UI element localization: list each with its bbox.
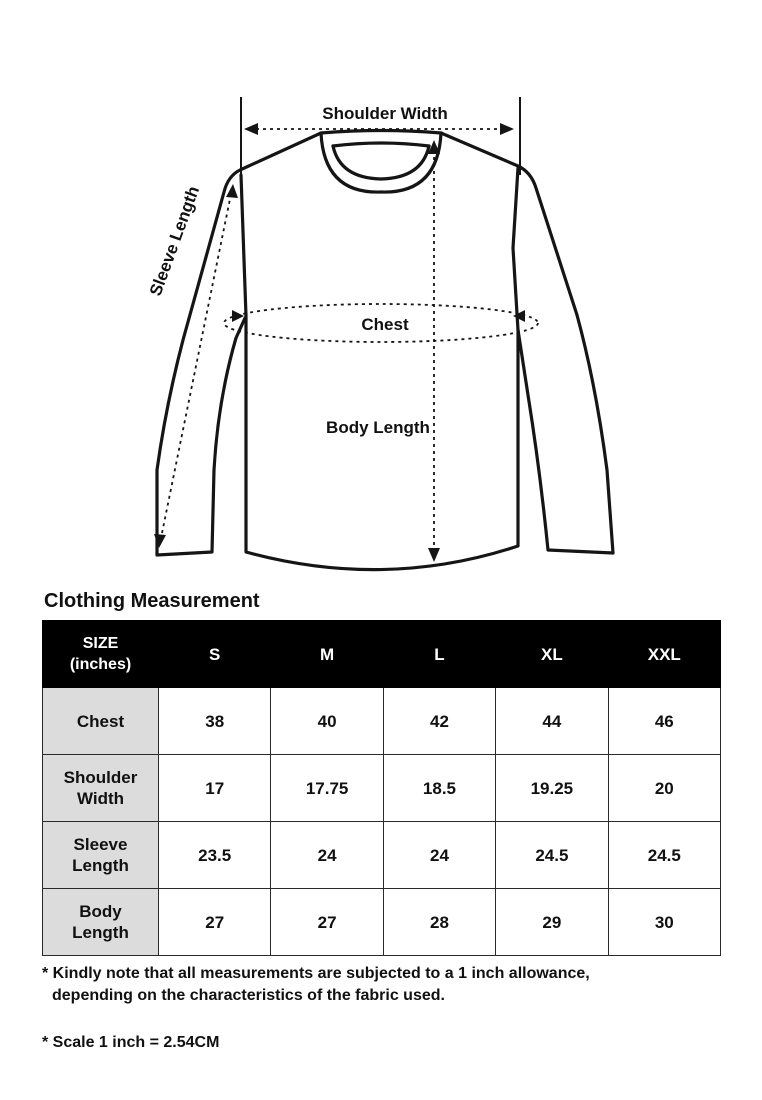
body-length-arrow — [428, 140, 440, 562]
size-column-header: S — [159, 621, 271, 688]
table-row — [43, 822, 721, 889]
row-label-body-length — [43, 889, 159, 956]
table-title: Clothing Measurement — [44, 590, 260, 612]
table-cell: 46 — [608, 688, 720, 755]
size-header-label: SIZE — [82, 635, 119, 652]
table-cell: 38 — [159, 688, 271, 755]
table-header-row — [43, 621, 721, 688]
allowance-note-line2: depending on the characteristics of the fabric used. — [52, 987, 445, 1004]
row-label-sleeve-length — [43, 822, 159, 889]
size-column-header: M — [271, 621, 383, 688]
table-cell: 27 — [159, 889, 271, 956]
row-label-text: Width — [76, 789, 125, 808]
table-cell: 29 — [496, 889, 608, 956]
shoulder-width-label: Shoulder Width — [322, 104, 448, 123]
row-label-chest — [43, 688, 159, 755]
row-label-text: Length — [72, 923, 129, 942]
size-chart-table — [42, 620, 721, 956]
table-cell: 18.5 — [383, 755, 495, 822]
table-cell: 42 — [383, 688, 495, 755]
size-column-header: XXL — [608, 621, 720, 688]
row-label-text: Length — [72, 856, 129, 875]
shirt-outline — [157, 131, 613, 570]
allowance-note-line1: * Kindly note that all measurements are subjected to a 1 inch allowance, — [42, 965, 590, 982]
table-cell: 30 — [608, 889, 720, 956]
table-cell: 20 — [608, 755, 720, 822]
sleeve-length-label: Sleeve Length — [145, 183, 204, 299]
allowance-note — [42, 963, 742, 1007]
table-cell: 19.25 — [496, 755, 608, 822]
row-label-text: Sleeve — [73, 835, 128, 854]
size-header-unit: (inches) — [69, 656, 132, 673]
row-label-shoulder-width — [43, 755, 159, 822]
table-cell: 27 — [271, 889, 383, 956]
table-cell: 24 — [383, 822, 495, 889]
table-cell: 23.5 — [159, 822, 271, 889]
body-length-label: Body Length — [326, 418, 430, 437]
table-cell: 40 — [271, 688, 383, 755]
row-label-text: Body — [79, 902, 122, 921]
table-cell: 24 — [271, 822, 383, 889]
table-cell: 24.5 — [608, 822, 720, 889]
size-column-header: XL — [496, 621, 608, 688]
table-row — [43, 688, 721, 755]
table-cell: 44 — [496, 688, 608, 755]
table-row — [43, 755, 721, 822]
table-cell: 24.5 — [496, 822, 608, 889]
table-row — [43, 889, 721, 956]
table-cell: 17.75 — [271, 755, 383, 822]
table-cell: 28 — [383, 889, 495, 956]
row-label-text: Shoulder — [63, 768, 138, 787]
row-label-text: Chest — [76, 711, 125, 731]
scale-note: * Scale 1 inch = 2.54CM — [42, 1034, 220, 1051]
size-header — [43, 621, 159, 688]
chest-label: Chest — [361, 315, 409, 334]
table-cell: 17 — [159, 755, 271, 822]
size-column-header: L — [383, 621, 495, 688]
